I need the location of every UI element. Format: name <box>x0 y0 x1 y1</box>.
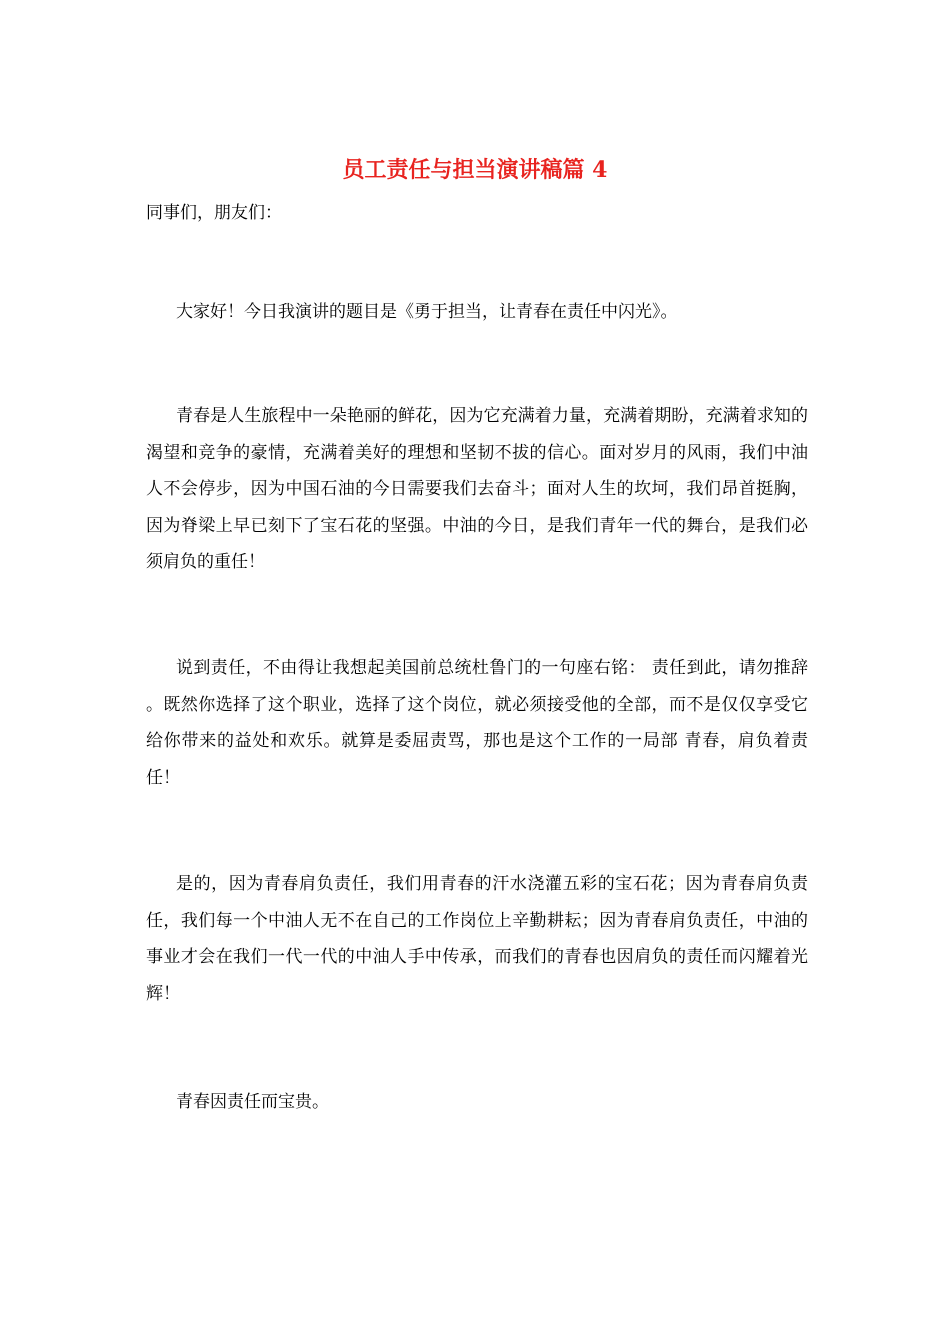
paragraph-shoulder-responsibility: 是的，因为青春肩负责任，我们用青春的汗水浇灌五彩的宝石花；因为青春肩负责任，我们每一个中油人无不在自己的工作岗位上辛勤耕耘；因为青春肩负责任，中油的事业才会在我们一代一代的中油人手中传承，而我们的青春也因肩负的责任而闪耀着光辉！ <box>146 874 808 1004</box>
salutation: 同事们，朋友们： <box>146 203 282 223</box>
paragraph-youth: 青春是人生旅程中一朵艳丽的鲜花，因为它充满着力量，充满着期盼，充满着求知的渴望和竞争的豪情，充满着美好的理想和坚韧不拔的信心。面对岁月的风雨，我们中油人不会停步，因为中国石油的今日需要我们去奋斗；面对人生的坎坷，我们昂首挺胸，因为脊梁上早已刻下了宝石花的坚强。中油的今日，是我们青年一代的舞台，是我们必须肩负的重任！ <box>146 406 808 572</box>
paragraph-closing: 青春因责任而宝贵。 <box>176 1092 329 1112</box>
document-title: 员工责任与担当演讲稿篇 4 <box>342 157 608 183</box>
paragraph-greeting: 大家好！今日我演讲的题目是《勇于担当，让青春在责任中闪光》。 <box>176 302 678 322</box>
paragraph-responsibility: 说到责任，不由得让我想起美国前总统杜鲁门的一句座右铭： 责任到此，请勿推辞 。既然你选择了这个职业，选择了这个岗位，就必须接受他的全部，而不是仅仅享受它给你带来的益处和欢乐。就算是委屈责骂，那也是这个工作的一局部 青春，肩负着责任！ <box>146 658 808 788</box>
